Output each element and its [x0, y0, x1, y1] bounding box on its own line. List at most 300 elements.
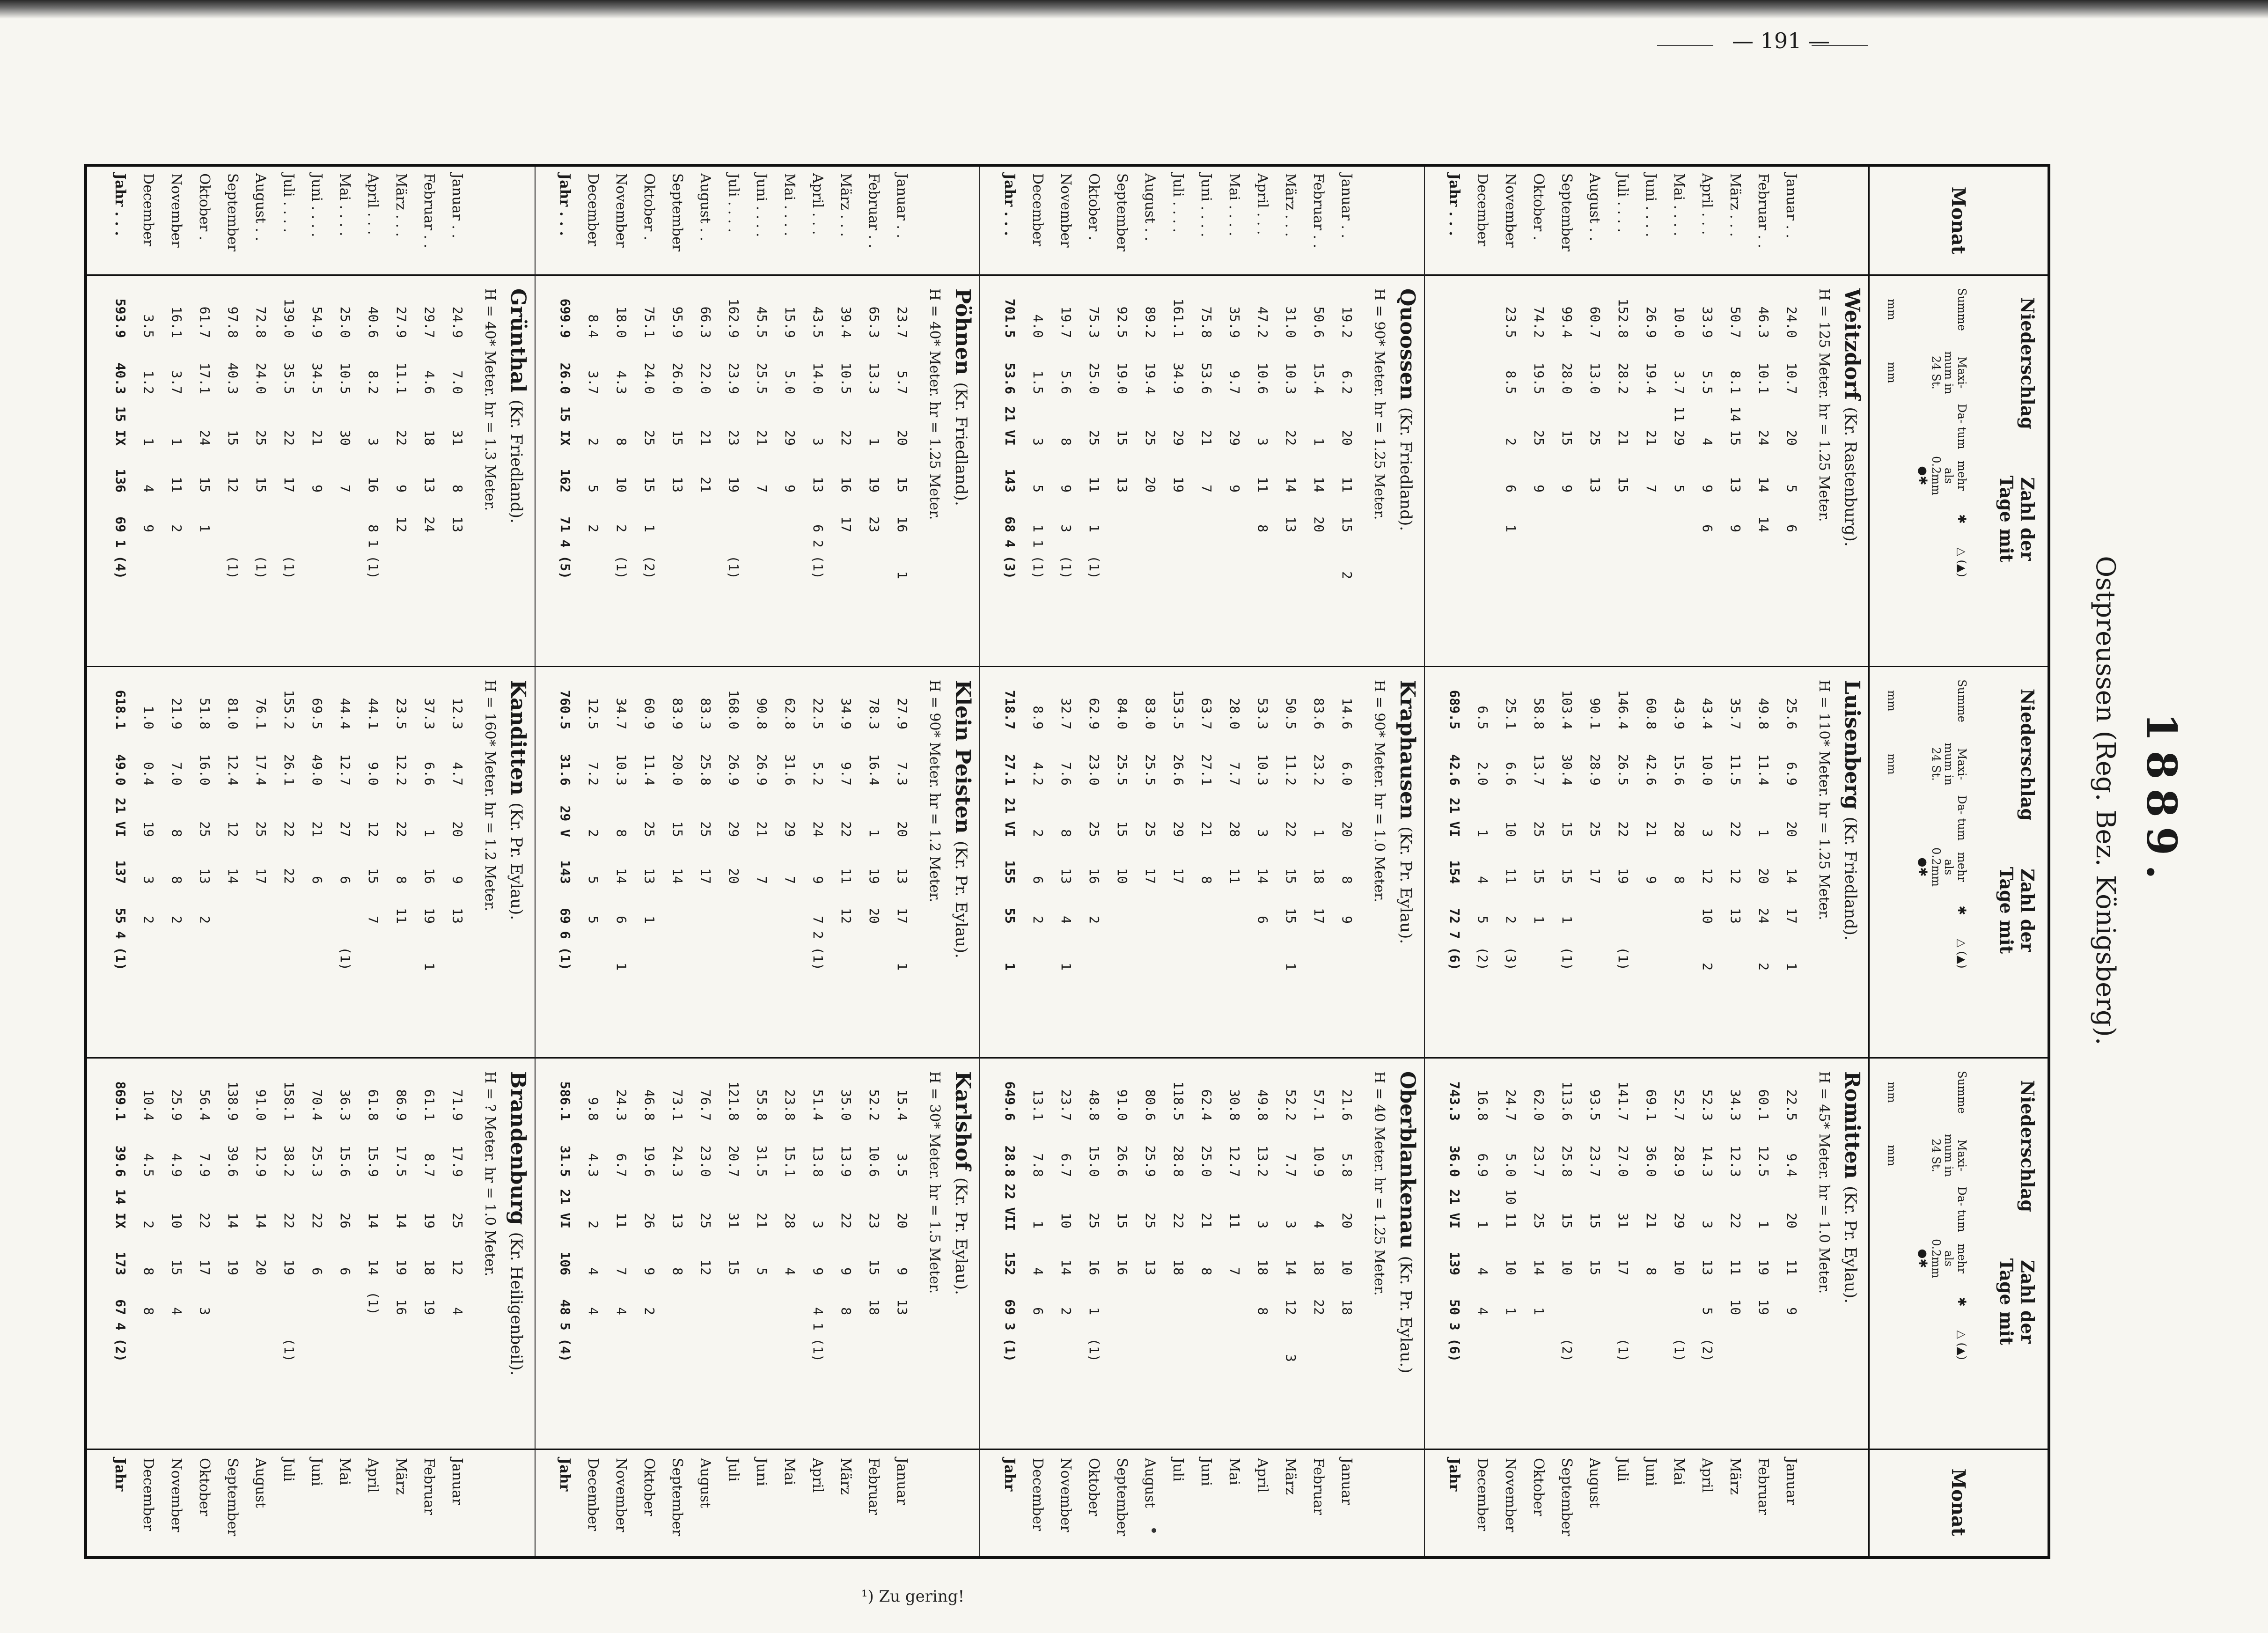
cell: 15 [642, 477, 657, 493]
cell: 8 [450, 485, 465, 493]
cell: 11.5 [1728, 754, 1743, 786]
cell: 7 [754, 876, 770, 884]
cell: 15 [1115, 430, 1130, 446]
cell: 6 [309, 1267, 325, 1275]
cell: 9 [810, 1267, 826, 1275]
cell: 9 [810, 876, 826, 884]
cell: 22.5 [1784, 1089, 1799, 1121]
cell: 24 [810, 821, 826, 837]
cell: 20.0 [670, 754, 685, 786]
unit-mm-label: mm [1885, 362, 1898, 383]
cell: 25.1 [1503, 698, 1519, 729]
cell: 9 [450, 876, 465, 884]
cell: 19 [726, 477, 741, 493]
table-row [693, 274, 713, 666]
cell: 72.8 [253, 306, 269, 338]
month-label-left: August . . [252, 173, 269, 242]
cell: 13.3 [866, 362, 882, 394]
cell: 76.7 [698, 1089, 713, 1121]
cell: 21.6 [1339, 1089, 1355, 1121]
cell: 1 [422, 963, 437, 971]
cell: (2) [1559, 1338, 1575, 1362]
cell: 2 [1058, 1307, 1074, 1315]
cell: 13 [450, 516, 465, 532]
schnee-header: ✱ [1955, 514, 1968, 524]
cell: 11 [614, 1213, 629, 1228]
station-name-text: Luisenberg [1840, 680, 1864, 810]
cell: 27.0 [1615, 1145, 1631, 1177]
cell: 22.5 [810, 698, 826, 729]
table-row [749, 1057, 770, 1449]
cell: 21 [1199, 430, 1214, 446]
table-row [1442, 666, 1462, 1057]
cell: 23.7 [1587, 1145, 1603, 1177]
cell: 20 [726, 868, 741, 884]
cell: 20 [1756, 868, 1771, 884]
month-label-left: März . . . [1282, 173, 1299, 237]
table-row [304, 274, 325, 666]
cell: 14 [1283, 1259, 1299, 1275]
cell: 8 [1255, 524, 1270, 532]
month-label-left: Jahr . . . [1001, 173, 1018, 236]
cell: 1 [1531, 1307, 1547, 1315]
month-label-right: Juni [1198, 1458, 1214, 1486]
cell: 3.7 [586, 370, 601, 394]
cell: 2 [1503, 438, 1519, 446]
month-label-right: April [1699, 1458, 1715, 1493]
month-label-right: Mai [781, 1458, 798, 1486]
cell: 10.0 [1700, 754, 1715, 786]
month-label-right: Jahr [557, 1458, 573, 1492]
table-row [721, 666, 741, 1057]
cell: 17.1 [197, 362, 213, 394]
cell: 53.3 [1255, 698, 1270, 729]
month-label-left: Oktober . [196, 173, 213, 241]
cell: 21 [309, 430, 325, 446]
table-row [417, 1057, 437, 1449]
cell: 3 [1283, 1221, 1299, 1228]
cell: 3 [1058, 524, 1074, 532]
cell: 18 [866, 1299, 882, 1315]
cell: 49.8 [1255, 1089, 1270, 1121]
cell: 67 [113, 1299, 128, 1315]
zahl-der-tage-header: Zahl der Tage mit [1996, 867, 2038, 954]
cell: 24 [422, 516, 437, 532]
table-row [1498, 666, 1519, 1057]
cell: 65.3 [866, 306, 882, 338]
month-label-left: Juni . . . . [1198, 173, 1214, 237]
month-label-right: Jahr [1446, 1458, 1462, 1492]
table-row [637, 1057, 657, 1449]
niederschlag-header: Niederschlag [2017, 297, 2038, 429]
cell: 14.3 [1700, 1145, 1715, 1177]
cell: 162.9 [726, 298, 741, 338]
month-label-right: Februar [421, 1458, 437, 1515]
cell: (1) [225, 555, 241, 579]
cell: 31 [726, 1213, 741, 1228]
station-height: H = 45* Meter. hr = 1.0 Meter. [1816, 1071, 1832, 1294]
table-row [1109, 1057, 1130, 1449]
cell: 32.7 [1058, 698, 1074, 729]
cell: 1 [1311, 829, 1327, 837]
rotated-table-area [112, 70, 2268, 1537]
cell: 83.3 [698, 698, 713, 729]
cell: 19.5 [1531, 362, 1547, 394]
cell: 7.3 [895, 762, 910, 786]
cell: (1) [1615, 1338, 1631, 1362]
cell: 12.3 [450, 698, 465, 729]
cell: 19 [422, 908, 437, 924]
month-label-right: September [224, 1458, 241, 1537]
cell: 21 VI [558, 1189, 573, 1228]
cell: 1 [866, 829, 882, 837]
cell: 1 [197, 524, 213, 532]
cell: 2 [586, 829, 601, 837]
cell: 25 [698, 821, 713, 837]
table-row [1498, 1057, 1519, 1449]
cell: 22 VII [1002, 1184, 1018, 1231]
cell: 17 [698, 868, 713, 884]
cell: 49.0 [113, 754, 128, 786]
month-label-left: Mai . . . . [337, 173, 353, 236]
cell: 8.4 [586, 314, 601, 338]
cell: 52.2 [1283, 1089, 1299, 1121]
cell: 15.9 [366, 1145, 381, 1177]
table-row [389, 1057, 409, 1449]
month-label-left: Jahr . . . [1446, 173, 1462, 236]
cell: 20 [866, 908, 882, 924]
cell: 31.6 [782, 754, 798, 786]
cell: 152.8 [1615, 298, 1631, 338]
month-label-right: Juni [1643, 1458, 1659, 1486]
cell: 22 [394, 821, 409, 837]
cell: 21 [698, 477, 713, 493]
month-label-left: December [140, 173, 156, 247]
table-row [192, 1057, 213, 1449]
cell: 43.5 [810, 306, 826, 338]
cell: 25.0 [1199, 1145, 1214, 1177]
cell: 8.5 [1503, 370, 1519, 394]
month-label-right: August [252, 1458, 269, 1508]
cell: 11 [1227, 1213, 1242, 1228]
table-row [248, 274, 269, 666]
cell: 14 [1784, 868, 1799, 884]
cell: 15 [1587, 1259, 1603, 1275]
cell: 20 [1784, 1213, 1799, 1228]
cell: 16.0 [197, 754, 213, 786]
cell: 18 [422, 430, 437, 446]
month-label-left: Oktober . [1086, 173, 1102, 241]
cell: 15 [169, 1259, 184, 1275]
niederschlag-header: Niederschlag [2017, 1080, 2038, 1212]
unit-mm-label: mm [1885, 690, 1898, 712]
cell: 143 [1002, 469, 1018, 493]
month-label-right: November [1502, 1458, 1519, 1532]
cell: 46.3 [1756, 306, 1771, 338]
cell: 1 [1756, 829, 1771, 837]
station-name [1395, 680, 1419, 944]
cell: 4.0 [1030, 314, 1046, 338]
cell: 155.2 [281, 690, 297, 729]
month-label-right: Juni [753, 1458, 770, 1486]
cell: 34.3 [1728, 1089, 1743, 1121]
cell: 12.7 [338, 754, 353, 786]
cell: 42.6 [1644, 754, 1659, 786]
cell: 12.9 [253, 1145, 269, 1177]
cell: 13.0 [1587, 362, 1603, 394]
month-label-left: Januar . . [1338, 173, 1355, 238]
cell: 12 [366, 821, 381, 837]
table-row [1081, 274, 1102, 666]
cell: 28.8 [1002, 1145, 1018, 1177]
cell: 13.7 [1531, 754, 1547, 786]
station-name [951, 680, 975, 958]
month-label-left: März . . . [393, 173, 409, 237]
cell: 4 (5) [558, 539, 573, 579]
cell: 8.2 [366, 370, 381, 394]
month-label-right: August [1142, 1458, 1158, 1508]
cell: 1 (1) [810, 1322, 826, 1362]
cell: 3 (1) [1002, 1322, 1018, 1362]
cell: 16 [1086, 1259, 1102, 1275]
cell: 2 [642, 1307, 657, 1315]
cell: 121.8 [726, 1081, 741, 1121]
cell: 27.1 [1199, 754, 1214, 786]
cell: 152 [1002, 1251, 1018, 1275]
cell: 50.7 [1728, 306, 1743, 338]
cell: 35.0 [838, 1089, 854, 1121]
cell: 29.7 [422, 306, 437, 338]
cell: 7 [754, 485, 770, 493]
cell: 19 [422, 1299, 437, 1315]
station-height: H = 40* Meter. hr = 1.25 Meter. [926, 288, 943, 520]
station-name-text: Karlshof [951, 1071, 975, 1170]
table-row [637, 666, 657, 1057]
cell: 2 [1030, 829, 1046, 837]
cell: 6 [309, 876, 325, 884]
cell: 17 [1615, 1259, 1631, 1275]
table-row [1638, 666, 1659, 1057]
cell: 10 [1058, 1213, 1074, 1228]
cell: 25.8 [698, 754, 713, 786]
cell: 28.0 [1559, 362, 1575, 394]
station-name [951, 1071, 975, 1295]
cell: 6.7 [614, 1153, 629, 1177]
cell: 12.2 [394, 754, 409, 786]
cell: 7.0 [450, 370, 465, 394]
cell: 14 [225, 868, 241, 884]
cell: 40.3 [113, 362, 128, 394]
cell: 19 [394, 1259, 409, 1275]
month-label-left: December [1029, 173, 1046, 247]
table-row [276, 666, 297, 1057]
cell: 3 [1255, 438, 1270, 446]
table-row [1610, 666, 1631, 1057]
cell: 1 [141, 438, 156, 446]
cell: 8 [1672, 876, 1687, 884]
cell: 10 [1728, 1299, 1743, 1315]
cell: 17 [1311, 908, 1327, 924]
station-name [1840, 680, 1864, 941]
table-row [889, 666, 910, 1057]
cell: 9 [1784, 1307, 1799, 1315]
cell: 4 [1475, 1307, 1490, 1315]
cell: 10.7 [1784, 362, 1799, 394]
table-row [1582, 1057, 1603, 1449]
cell: (1) [1086, 1338, 1102, 1362]
cell: 14 IX [113, 1189, 128, 1228]
month-label-left: Juli . . . . [1615, 173, 1631, 233]
datum-header: Da- tum [1955, 1186, 1968, 1232]
cell: 5.6 [1058, 370, 1074, 394]
month-label-right: Juli [1170, 1458, 1186, 1482]
cell: 8 [141, 1267, 156, 1275]
cell: 19.2 [1339, 306, 1355, 338]
table-row [1582, 666, 1603, 1057]
cell: 52.3 [1700, 1089, 1715, 1121]
gewitter-header: △ (▲) [1955, 1330, 1968, 1360]
cell: 19 [1171, 477, 1186, 493]
cell: 76.1 [253, 698, 269, 729]
cell: 10.6 [1255, 362, 1270, 394]
cell: 4.7 [450, 762, 465, 786]
station-height: H = 40 Meter. hr = 1.25 Meter. [1371, 1071, 1387, 1296]
cell: 73.1 [670, 1089, 685, 1121]
cell: 13 [1115, 477, 1130, 493]
cell: 29 V [558, 805, 573, 837]
month-label-right: August [1586, 1458, 1603, 1508]
cell: 2 [586, 524, 601, 532]
cell: 7 [614, 1267, 629, 1275]
cell: 4.9 [169, 1153, 184, 1177]
table-row [1666, 1057, 1687, 1449]
cell: 58.8 [1531, 698, 1547, 729]
cell: 19.7 [1058, 306, 1074, 338]
datum-header: Da- tum [1955, 795, 1968, 841]
table-row [1278, 1057, 1299, 1449]
cell: 2 [169, 524, 184, 532]
month-label-left: September [669, 173, 685, 252]
cell: 30.4 [1559, 754, 1575, 786]
cell: 8 [1058, 829, 1074, 837]
station-kreis: (Kr. Pr. Eylau). [952, 1177, 970, 1295]
cell: 13.1 [1030, 1089, 1046, 1121]
cell: (1) [281, 1338, 297, 1362]
station-kreis: (Kr. Heiligenbeil). [507, 1232, 526, 1376]
cell: 69.5 [309, 698, 325, 729]
table-row [445, 274, 465, 666]
cell: 699.9 [558, 298, 573, 338]
cell: 25 [1086, 430, 1102, 446]
month-label-right: Oktober [1086, 1458, 1102, 1516]
table-row [1222, 1057, 1242, 1449]
cell: 8 [394, 876, 409, 884]
cell: 6.5 [1475, 706, 1490, 729]
cell: 168.0 [726, 690, 741, 729]
station-name-text: Klein Peisten [951, 680, 975, 834]
cell: 12.3 [1728, 1145, 1743, 1177]
cell: 15 [1587, 1213, 1603, 1228]
table-row [637, 274, 657, 666]
cell: 8 [366, 524, 381, 532]
cell: 10.5 [338, 362, 353, 394]
cell: 62.9 [1086, 698, 1102, 729]
cell: 12 [394, 516, 409, 532]
cell: 1.0 [141, 706, 156, 729]
cell: 21 VI [1447, 1189, 1462, 1228]
table-row [665, 666, 685, 1057]
table-row [777, 274, 798, 666]
cell: 21 VI [113, 797, 128, 837]
cell: 9.7 [838, 762, 854, 786]
month-label-left: April . . . [1254, 173, 1270, 235]
cell: 9 [309, 485, 325, 493]
cell: 3 [810, 438, 826, 446]
cell: 26.9 [726, 754, 741, 786]
cell: 6 [1784, 524, 1799, 532]
cell: 138.9 [225, 1081, 241, 1121]
table-row [1638, 1057, 1659, 1449]
cell: 3 [1030, 438, 1046, 446]
cell: 24.9 [450, 306, 465, 338]
month-label-right: December [1474, 1458, 1490, 1531]
cell: 8 [614, 438, 629, 446]
cell: 47.2 [1255, 306, 1270, 338]
table-row [1695, 1057, 1715, 1449]
cell: 75.8 [1199, 306, 1214, 338]
month-label-right: März [837, 1458, 854, 1495]
cell: 6 [614, 916, 629, 924]
cell: 23.7 [1531, 1145, 1547, 1177]
cell: 9 [1339, 916, 1355, 924]
month-label-left: Februar . . [866, 173, 882, 249]
cell: 30 [338, 430, 353, 446]
table-row [1053, 274, 1074, 666]
cell: 26.0 [558, 362, 573, 394]
cell: 2 (1) [810, 931, 826, 971]
cell: 60.1 [1756, 1089, 1771, 1121]
cell: 17 [1171, 868, 1186, 884]
cell: 99.4 [1559, 306, 1575, 338]
cell: 1 [1030, 1221, 1046, 1228]
station-height: H = ? Meter. hr = 1.0 Meter. [482, 1071, 498, 1277]
month-label-left: December [1474, 173, 1490, 247]
cell: 1 [1475, 829, 1490, 837]
cell: 12.5 [586, 698, 601, 729]
cell: 19 [866, 477, 882, 493]
month-label-left: Mai . . . . [1671, 173, 1687, 236]
cell: 718.7 [1002, 690, 1018, 729]
cell: 10.6 [866, 1145, 882, 1177]
cell: (2) [1700, 1338, 1715, 1362]
cell: 760.5 [558, 690, 573, 729]
cell: 4 [810, 1307, 826, 1315]
table-row [1194, 1057, 1214, 1449]
cell: 15.4 [1311, 362, 1327, 394]
cell: 4 [450, 1307, 465, 1315]
table-row [1250, 666, 1270, 1057]
schnee-header: ✱ [1955, 905, 1968, 915]
cell: 25 [1531, 1213, 1547, 1228]
table-row [1723, 666, 1743, 1057]
cell: 10.3 [1255, 754, 1270, 786]
table-row [805, 274, 826, 666]
month-label-left: September [1114, 173, 1130, 252]
cell: 24.3 [670, 1145, 685, 1177]
cell: 7.7 [1283, 1153, 1299, 1177]
cell: 22 [838, 430, 854, 446]
cell: 15 [1115, 1213, 1130, 1228]
